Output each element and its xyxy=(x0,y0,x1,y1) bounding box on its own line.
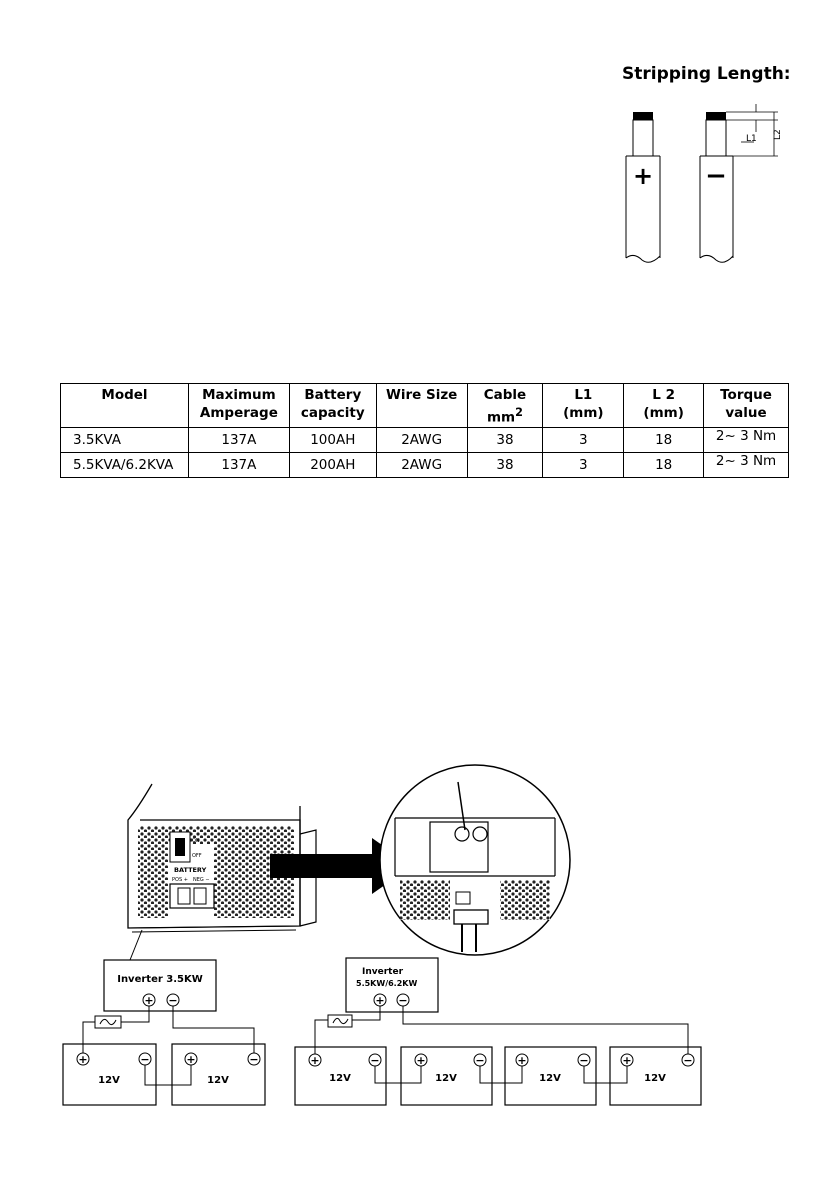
stripping-length-diagram xyxy=(600,100,800,270)
switch-off-label: OFF xyxy=(192,853,202,859)
cell-capacity: 100AH xyxy=(289,427,376,452)
battery-voltage: 12V xyxy=(435,1073,457,1084)
terminal-minus: − xyxy=(370,1054,380,1067)
cable-spec-table xyxy=(60,383,789,478)
terminal-plus: + xyxy=(186,1053,196,1066)
magnified-terminal-view xyxy=(380,765,570,955)
cell-model: 5.5KVA/6.2KVA xyxy=(61,452,189,477)
terminal-plus: + xyxy=(517,1054,527,1067)
cell-l1: 3 xyxy=(543,427,624,452)
inverter-5-5kw-wiring xyxy=(295,958,701,1105)
terminal-minus: − xyxy=(475,1054,485,1067)
terminal-plus: + xyxy=(144,994,154,1007)
l1-label: L1 xyxy=(746,134,757,144)
header-battery-capacity: Battery capacity xyxy=(289,384,376,428)
negative-cable xyxy=(700,112,733,262)
terminal-plus: + xyxy=(416,1054,426,1067)
switch-on-label: ON xyxy=(192,838,200,844)
inverter-3-5kw-wiring xyxy=(63,960,265,1105)
cell-capacity: 200AH xyxy=(289,452,376,477)
terminal-plus: + xyxy=(78,1053,88,1066)
terminal-minus: − xyxy=(398,994,408,1007)
inverter-small-label: Inverter 3.5KW xyxy=(117,974,203,985)
header-l1: L1 (mm) xyxy=(543,384,624,428)
terminal-minus: − xyxy=(579,1054,589,1067)
neg-label: NEG − xyxy=(193,877,210,883)
terminal-minus: − xyxy=(168,994,178,1007)
terminal-plus: + xyxy=(622,1054,632,1067)
positive-cable xyxy=(626,112,660,262)
dimension-lines xyxy=(726,104,778,156)
stripping-length-title: Stripping Length: xyxy=(622,64,791,84)
header-cable: Cable $mm^2$ xyxy=(467,384,543,428)
terminal-minus: − xyxy=(140,1053,150,1066)
table-header-row xyxy=(61,384,789,428)
header-torque: Torque value xyxy=(704,384,789,428)
battery-port-label: BATTERY xyxy=(174,866,207,874)
header-max-amperage: Maximum Amperage xyxy=(188,384,289,428)
header-l2: L 2 (mm) xyxy=(624,384,704,428)
battery-voltage: 12V xyxy=(539,1073,561,1084)
pos-label: POS + xyxy=(172,877,188,883)
inverter-small-box xyxy=(104,960,216,1011)
cell-l2: 18 xyxy=(624,452,704,477)
cell-wire-size: 2AWG xyxy=(376,427,467,452)
cell-model: 3.5KVA xyxy=(61,427,189,452)
cell-wire-size: 2AWG xyxy=(376,452,467,477)
cell-l2: 18 xyxy=(624,427,704,452)
inverter-large-label-1: Inverter xyxy=(362,967,404,977)
battery-voltage: 12V xyxy=(644,1073,666,1084)
battery-voltage: 12V xyxy=(329,1073,351,1084)
cell-torque: 2~ 3 Nm xyxy=(704,427,789,452)
battery-voltage: 12V xyxy=(207,1075,229,1086)
inverter-large-label-2: 5.5KW/6.2KW xyxy=(356,979,418,988)
positive-symbol: + xyxy=(632,162,654,190)
cell-amperage: 137A xyxy=(188,427,289,452)
cell-cable: 38 xyxy=(467,427,543,452)
header-wire-size: Wire Size xyxy=(376,384,467,428)
l2-label: L2 xyxy=(773,129,783,140)
terminal-minus: − xyxy=(249,1053,259,1066)
cell-torque: 2~ 3 Nm xyxy=(704,452,789,477)
terminal-minus: − xyxy=(683,1054,693,1067)
cell-amperage: 137A xyxy=(188,452,289,477)
negative-symbol: − xyxy=(705,161,727,191)
cell-cable: 38 xyxy=(467,452,543,477)
header-model: Model xyxy=(61,384,189,428)
cell-l1: 3 xyxy=(543,452,624,477)
terminal-plus: + xyxy=(310,1054,320,1067)
table-row xyxy=(61,452,789,477)
terminal-plus: + xyxy=(375,994,385,1007)
battery-voltage: 12V xyxy=(98,1075,120,1086)
table-row xyxy=(61,427,789,452)
battery-connection-illustration xyxy=(0,760,839,1120)
